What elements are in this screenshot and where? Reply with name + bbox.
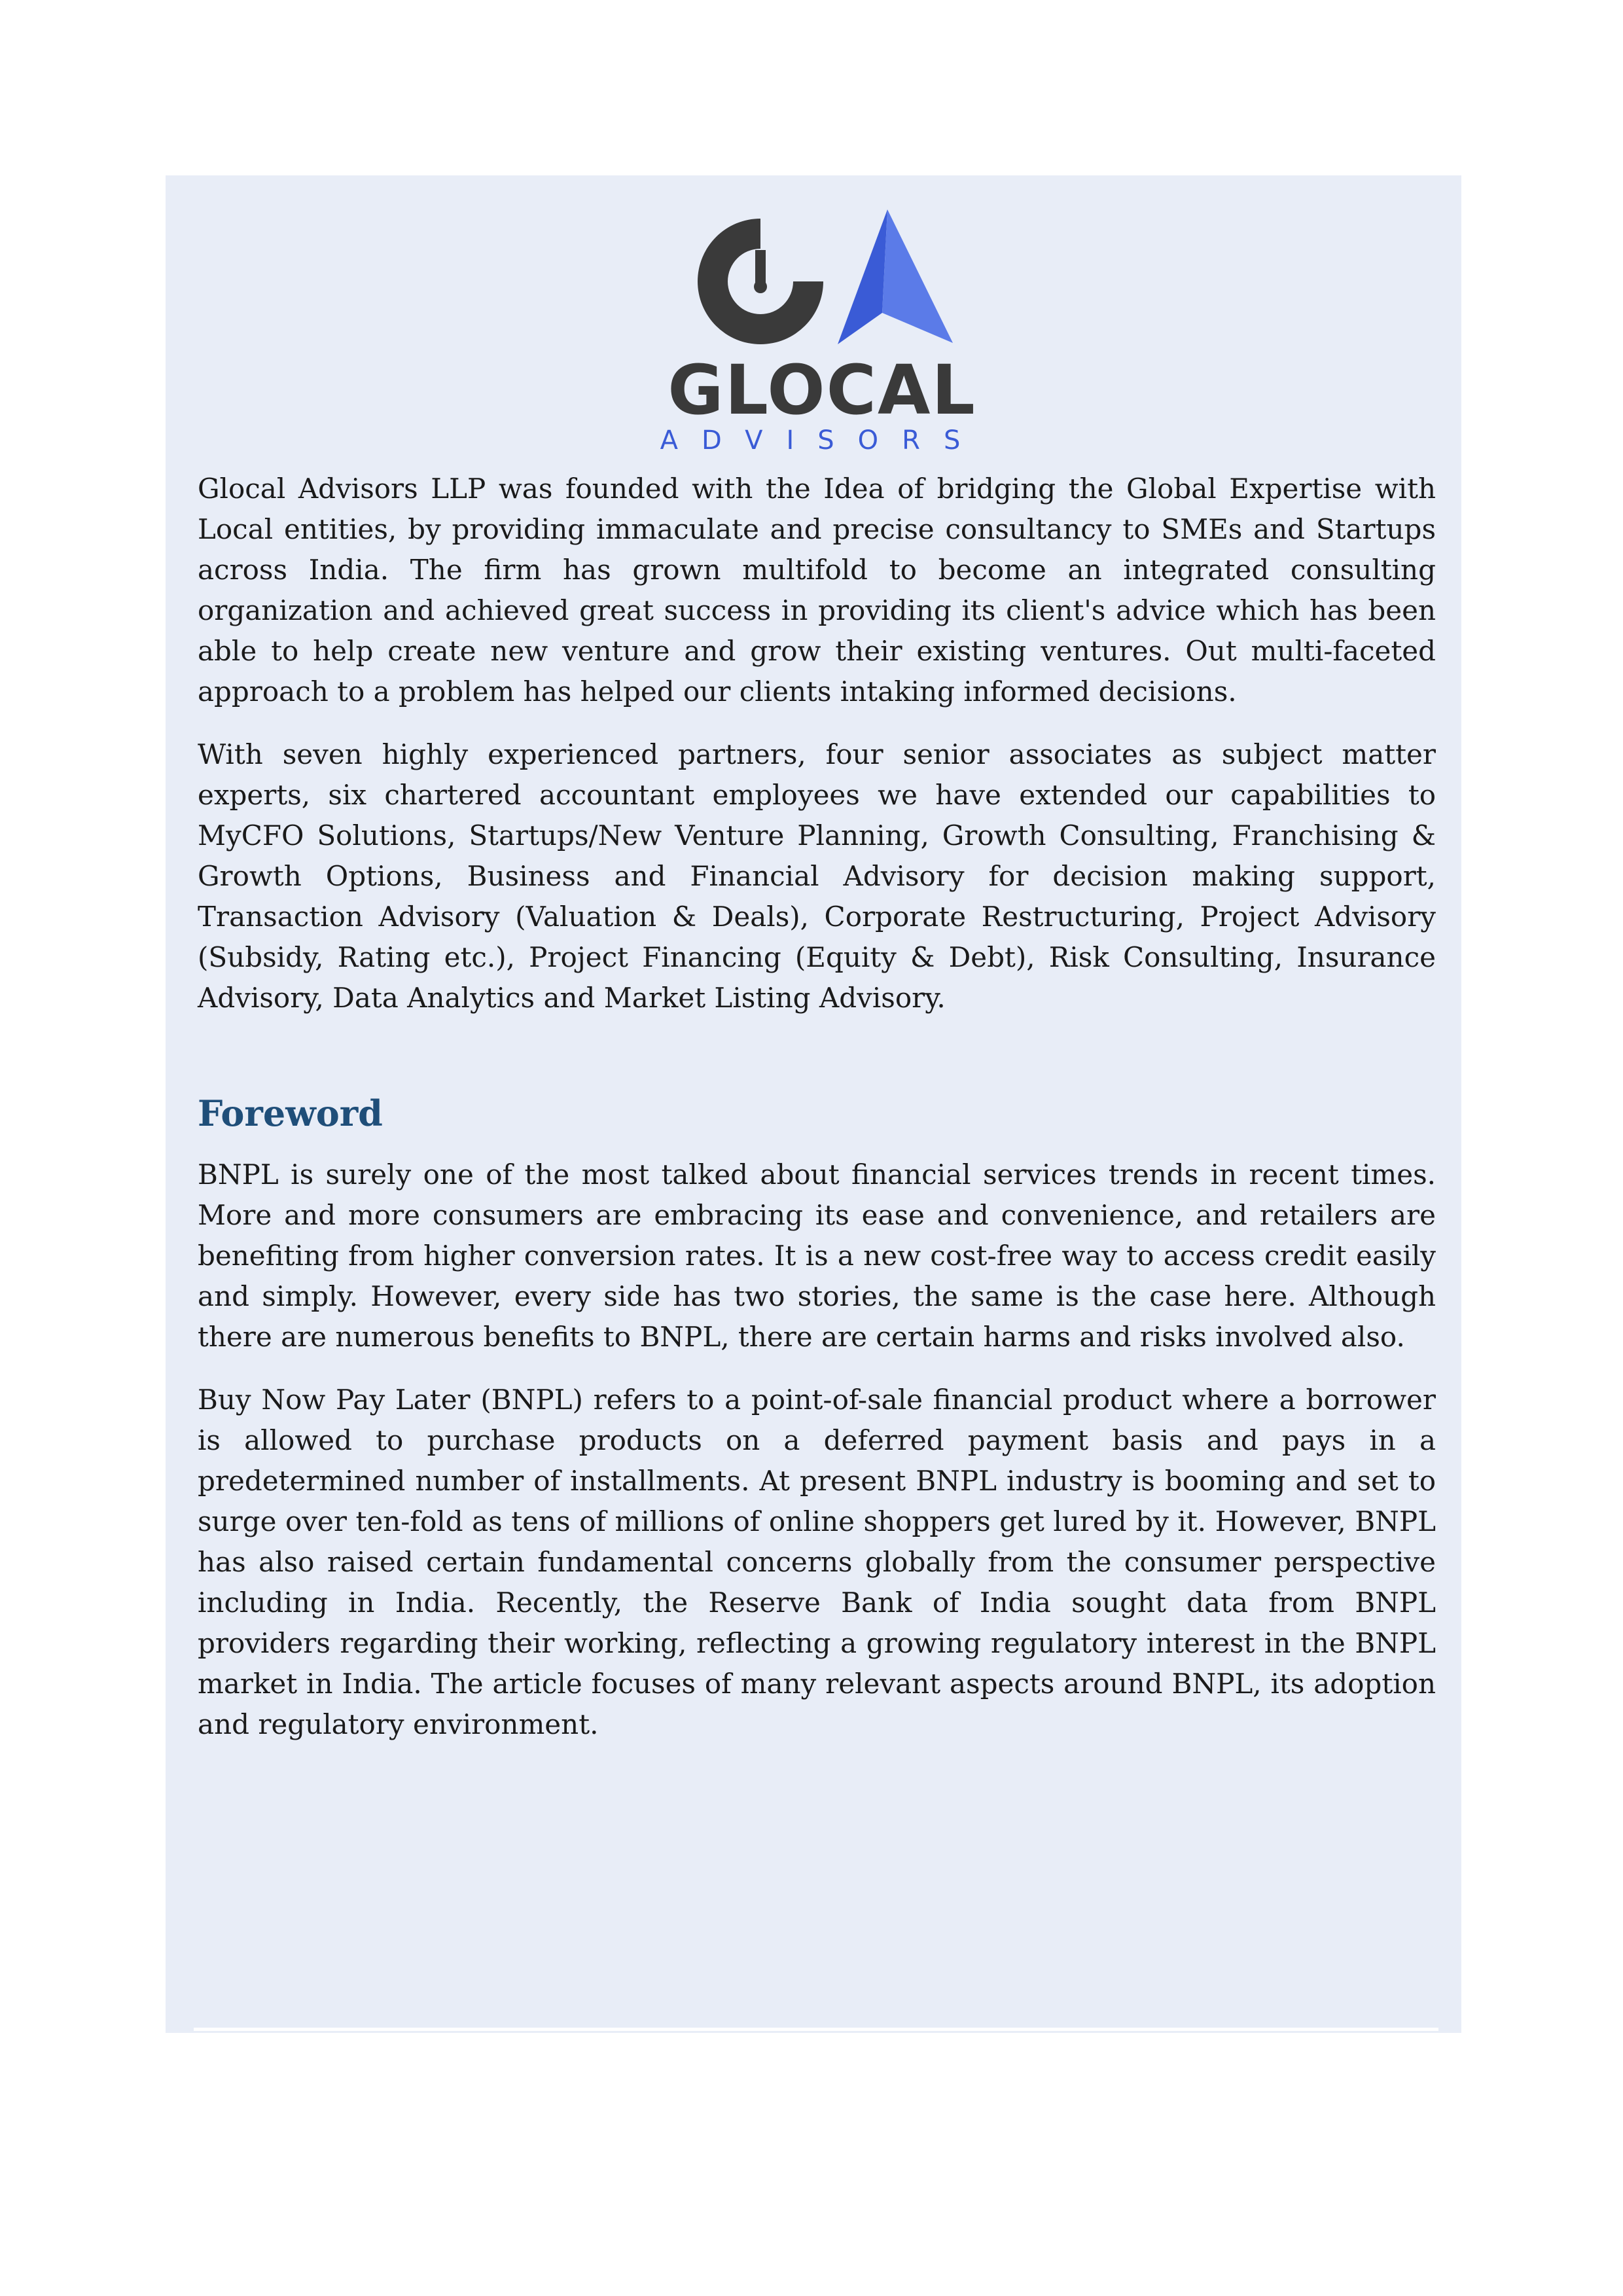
foreword-paragraph-1: BNPL is surely one of the most talked about financial services trends in recent times. More and more consumers are embracing its ease and convenience, and retailers are benefiting from higher conversion rates. It is a new cost-free way to access credit easily and simply. However, every side has two stories, the same is the case here. Although there are numerous benefits to BNPL, there are certain harms and risks involved also. <box>198 1158 1436 1353</box>
document-body <box>198 469 1436 1767</box>
foreword-paragraph-2: Buy Now Pay Later (BNPL) refers to a point-of-sale financial product where a borrower is allowed to purchase products on a deferred payment basis and pays in a predetermined number of installments. At present BNPL industry is booming and set to surge over ten-fold as tens of millions of online shoppers get lured by it. However, BNPL has also raised certain fundamental concerns globally from the consumer perspective including in India. Recently, the Reserve Bank of India sought data from BNPL providers regarding their working, reflecting a growing regulatory interest in the BNPL market in India. The article focuses of many relevant aspects around BNPL, its adoption and regulatory environment. <box>198 1384 1436 1740</box>
svg-text:GLOCAL: GLOCAL <box>668 350 976 430</box>
glocal-advisors-logo <box>660 204 984 456</box>
intro-paragraph-1: Glocal Advisors LLP was founded with the Idea of bridging the Global Expertise with Local entities, by providing immaculate and precise consultancy to SMEs and Startups across India. The firm has grown multifold to become an integrated consulting organization and achieved great success in providing its client's advice which has been able to help create new venture and grow their existing ventures. Out multi-faceted approach to a problem has helped our clients intaking informed decisions. <box>198 473 1436 708</box>
panel-divider <box>194 2028 1438 2031</box>
intro-paragraph-2: With seven highly experienced partners, four senior associates as subject matter experts, six chartered accountant employees we have extended our capabilities to MyCFO Solutions, Startups/New Venture Planning, Growth Consulting, Franchising & Growth Options, Business and Financial Advisory for decision making support, Transaction Advisory (Valuation & Deals), Corporate Restructuring, Project Advisory (Subsidy, Rating etc.), Project Financing (Equity & Debt), Risk Consulting, Insurance Advisory, Data Analytics and Market Listing Advisory. <box>198 738 1436 1014</box>
foreword-heading: Foreword <box>198 1092 383 1134</box>
svg-text:ADVISORS: ADVISORS <box>660 425 984 456</box>
